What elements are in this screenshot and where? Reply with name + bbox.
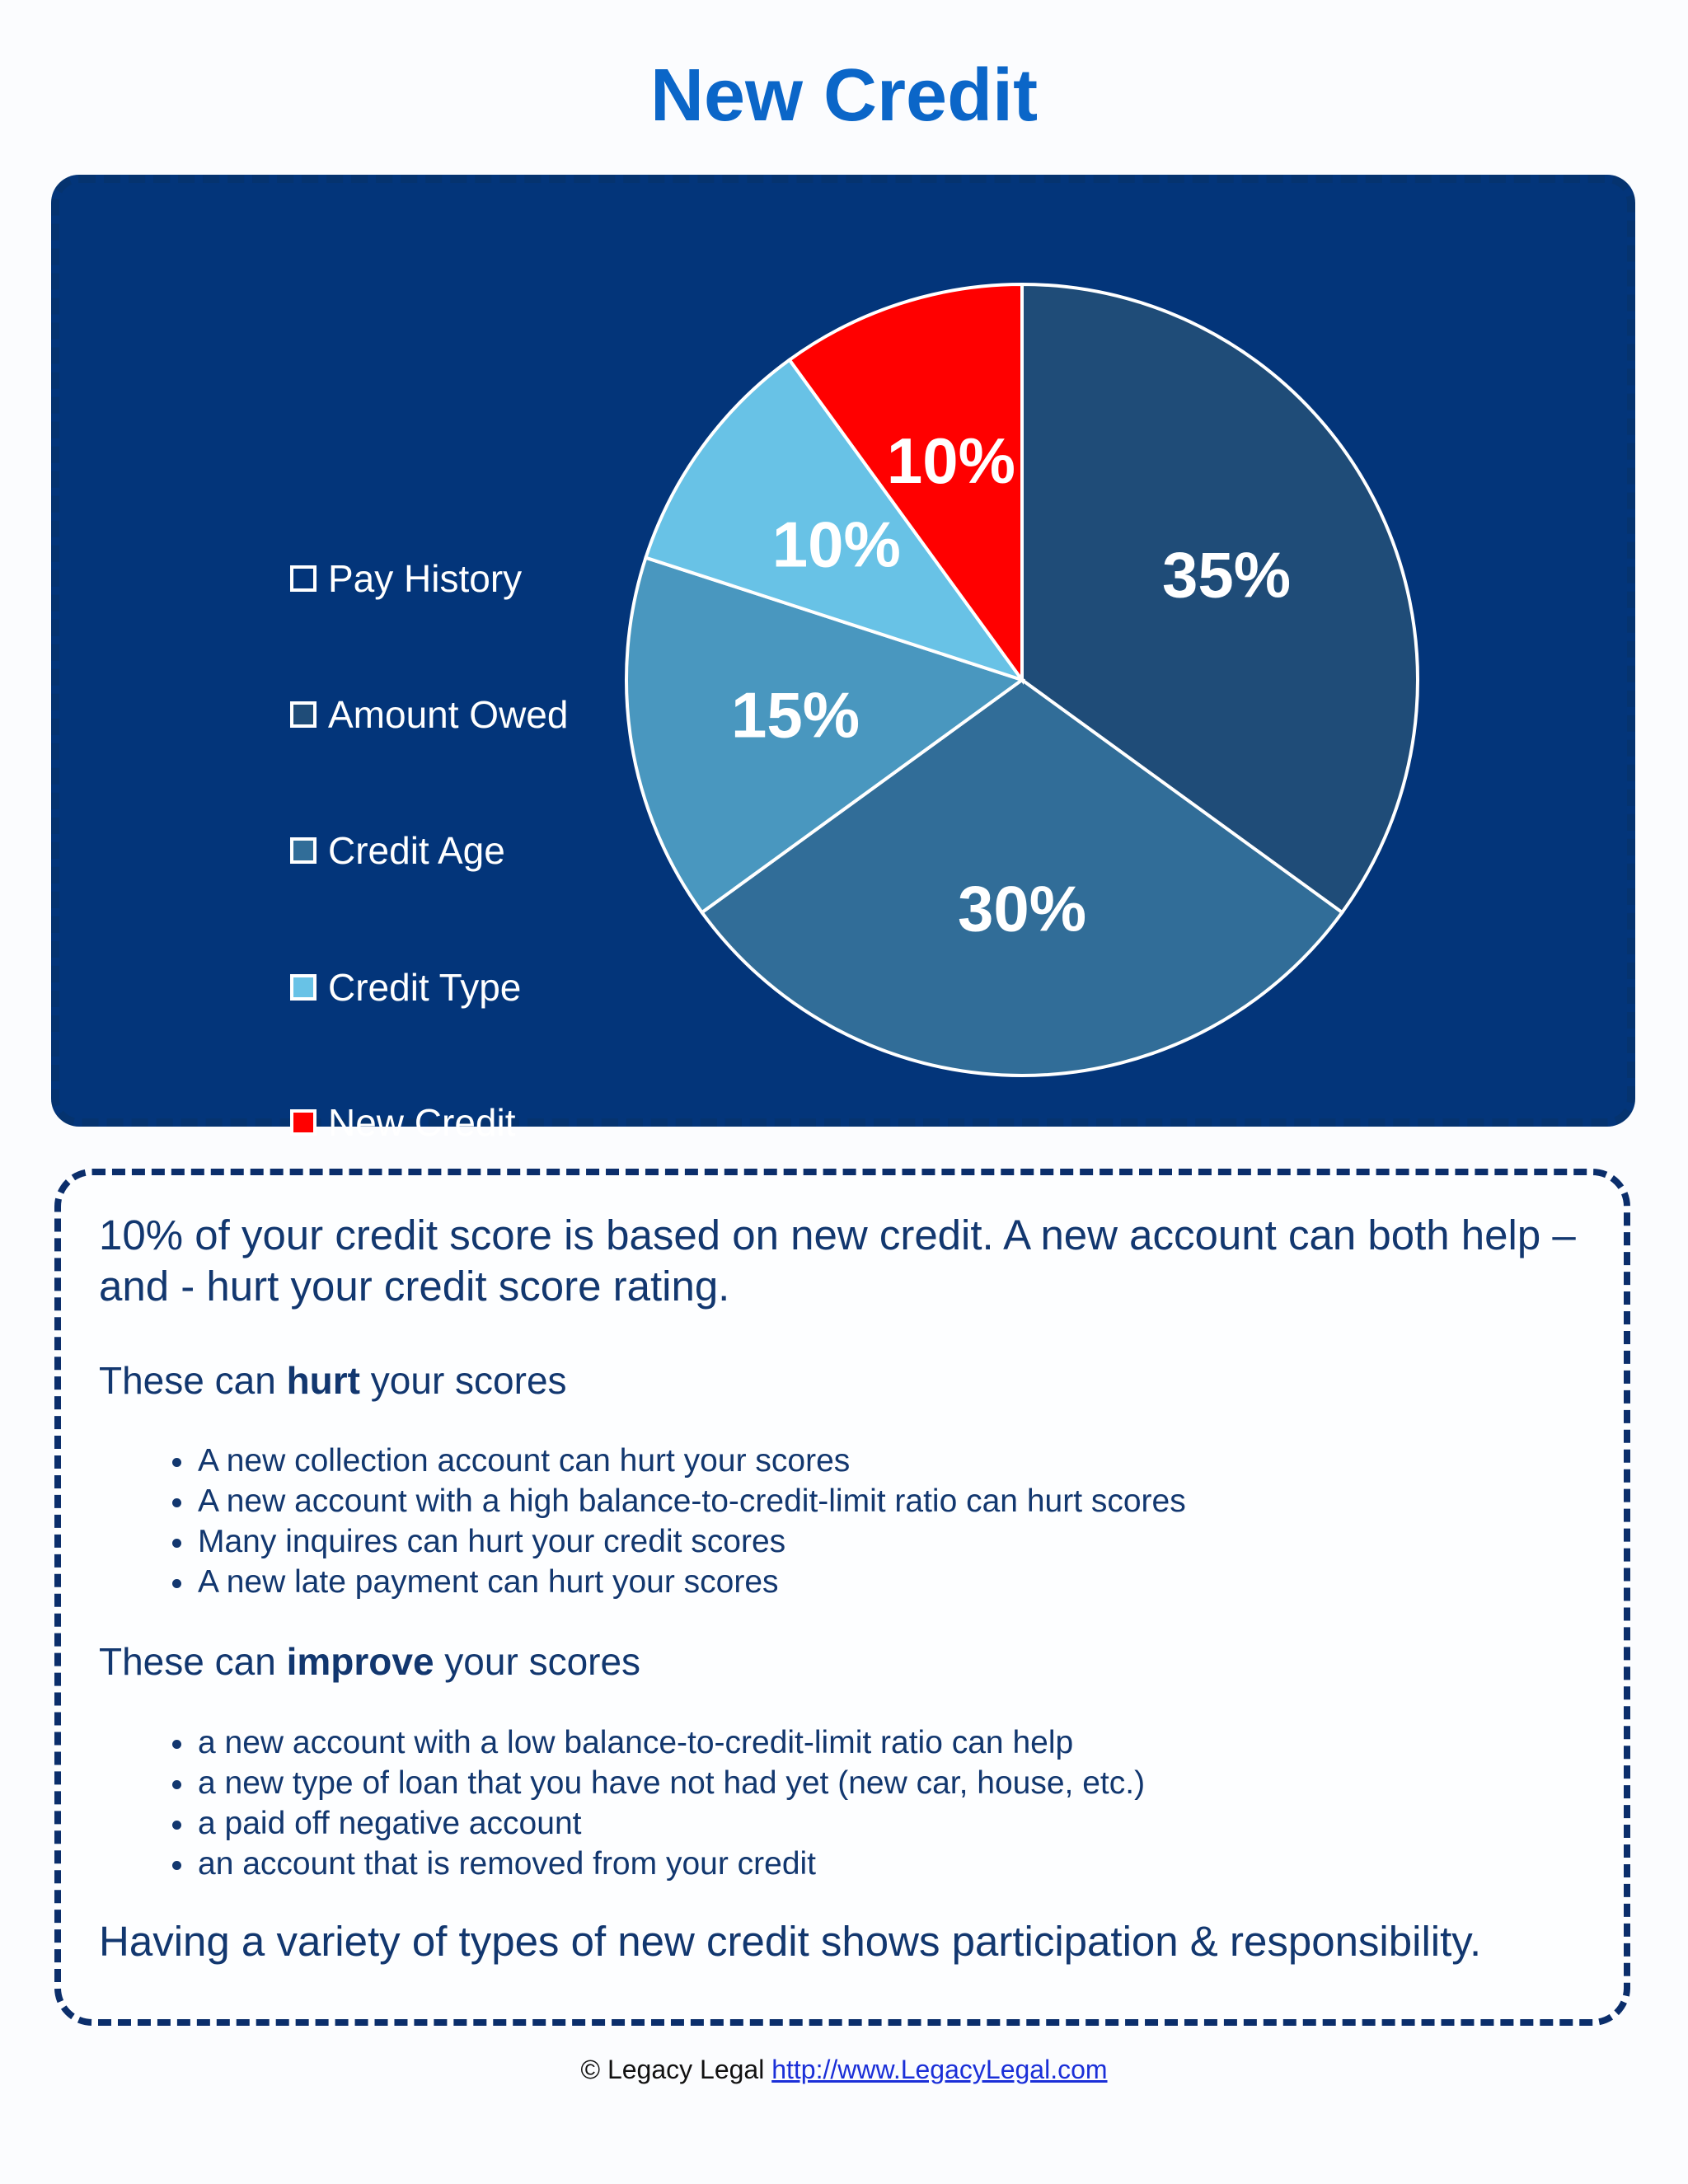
list-item: • A new account with a high balance-to-credit-limit ratio can hurt scores (196, 1481, 1515, 1521)
list-item: • A new late payment can hurt your scores (196, 1562, 1515, 1602)
chart-panel (51, 175, 1635, 1144)
list-item: • Many inquires can hurt your credit scores (196, 1521, 1515, 1562)
legend-label: Credit Age (328, 829, 505, 872)
copyright-text: © Legacy Legal (580, 2055, 772, 2084)
list-item: • a paid off negative account (196, 1803, 1515, 1844)
list-item: • an account that is removed from your credit (196, 1844, 1515, 1884)
data-label-credit-age: 15% (730, 678, 860, 752)
data-label-amount-owed: 30% (957, 872, 1087, 945)
list-item: • A new collection account can hurt your scores (196, 1441, 1515, 1481)
intro-text: 10% of your credit score is based on new credit. A new account can both help – and - hurt your credit score rating. (99, 1212, 1576, 1310)
heading-emphasis: improve (286, 1640, 434, 1683)
data-label-pay-history: 35% (1161, 538, 1292, 612)
improve-heading (99, 1639, 640, 1684)
footer (0, 2055, 1688, 2085)
hurt-list (99, 1441, 1515, 1602)
legend-label: Pay History (328, 557, 523, 600)
heading-text: These can (99, 1359, 287, 1402)
heading-text: your scores (360, 1359, 567, 1402)
hurt-heading (99, 1358, 567, 1403)
list-item: • a new type of loan that you have not had yet (new car, house, etc.) (196, 1763, 1515, 1803)
pie-chart (59, 183, 1643, 1135)
page-title: New Credit (649, 54, 1039, 137)
info-panel (54, 1169, 1630, 2026)
heading-text: These can (99, 1640, 287, 1683)
legend-label: New Credit (328, 1101, 516, 1144)
legend-label: Amount Owed (328, 693, 569, 736)
list-item: • a new account with a low balance-to-credit-limit ratio can help (196, 1722, 1515, 1763)
heading-text: your scores (434, 1640, 641, 1683)
closing-text: Having a variety of types of new credit shows participation & responsibility. (99, 1918, 1482, 1965)
improve-list (99, 1722, 1515, 1884)
heading-emphasis: hurt (286, 1359, 360, 1402)
legend-label: Credit Type (328, 966, 522, 1009)
data-label-credit-type: 10% (771, 508, 901, 581)
website-link[interactable]: http://www.LegacyLegal.com (771, 2055, 1108, 2084)
data-label-new-credit: 10% (886, 424, 1016, 498)
